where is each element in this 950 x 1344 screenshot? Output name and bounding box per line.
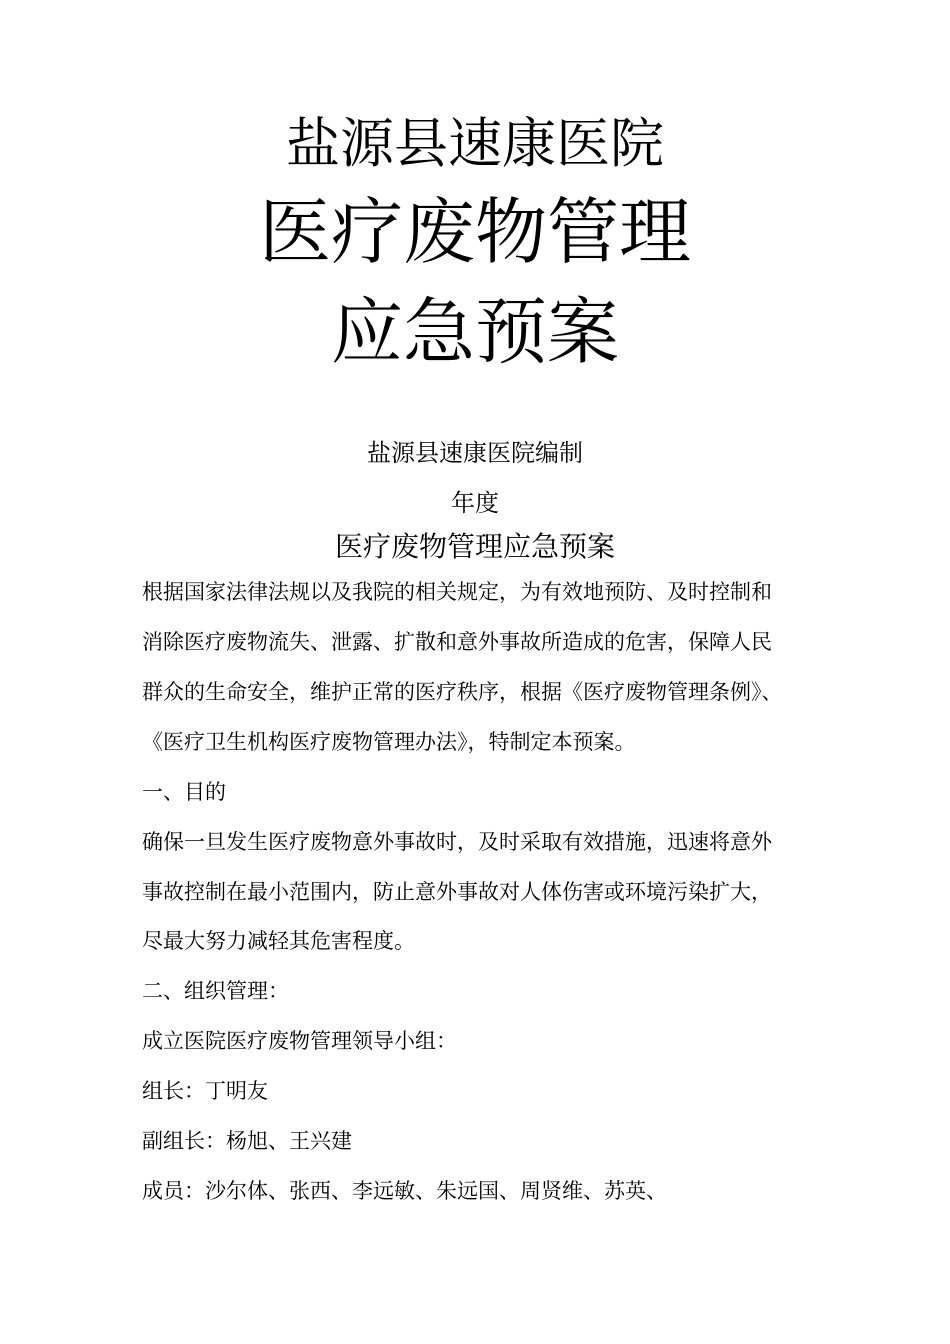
cover-year: 年度 bbox=[451, 489, 499, 517]
cover-compiler: 盐源县速康医院编制 bbox=[367, 439, 583, 467]
members-line: 成员：沙尔体、张西、李远敏、朱远国、周贤维、苏英、 bbox=[142, 1179, 667, 1203]
body-line: 事故控制在最小范围内，防止意外事故对人体伤害或环境污染扩大， bbox=[142, 880, 772, 904]
body-line: 消除医疗废物流失、泄露、扩散和意外事故所造成的危害，保障人民 bbox=[142, 630, 772, 654]
document-heading: 医疗废物管理应急预案 bbox=[334, 530, 615, 563]
body-line: 根据国家法律法规以及我院的相关规定，为有效地预防、及时控制和 bbox=[142, 580, 772, 604]
cover-title-line-2: 应急预案 bbox=[330, 290, 619, 374]
body-line: 《医疗卫生机构医疗废物管理办法》，特制定本预案。 bbox=[142, 730, 636, 754]
body-line: 群众的生命安全，维护正常的医疗秩序，根据《医疗废物管理条例》、 bbox=[142, 680, 783, 704]
body-line: 尽最大努力减轻其危害程度。 bbox=[142, 929, 415, 953]
section-heading-organization: 二、组织管理： bbox=[142, 979, 289, 1003]
body-line: 成立医院医疗废物管理领导小组： bbox=[142, 1029, 457, 1053]
body-line: 确保一旦发生医疗废物意外事故时，及时采取有效措施，迅速将意外 bbox=[142, 830, 772, 854]
deputy-leader-line: 副组长：杨旭、王兴建 bbox=[142, 1129, 352, 1153]
cover-title-line-1: 医疗废物管理 bbox=[258, 190, 691, 274]
section-heading-purpose: 一、目的 bbox=[142, 780, 226, 804]
cover-hospital-name: 盐源县速康医院 bbox=[286, 112, 664, 175]
leader-line: 组长：丁明友 bbox=[142, 1079, 268, 1103]
